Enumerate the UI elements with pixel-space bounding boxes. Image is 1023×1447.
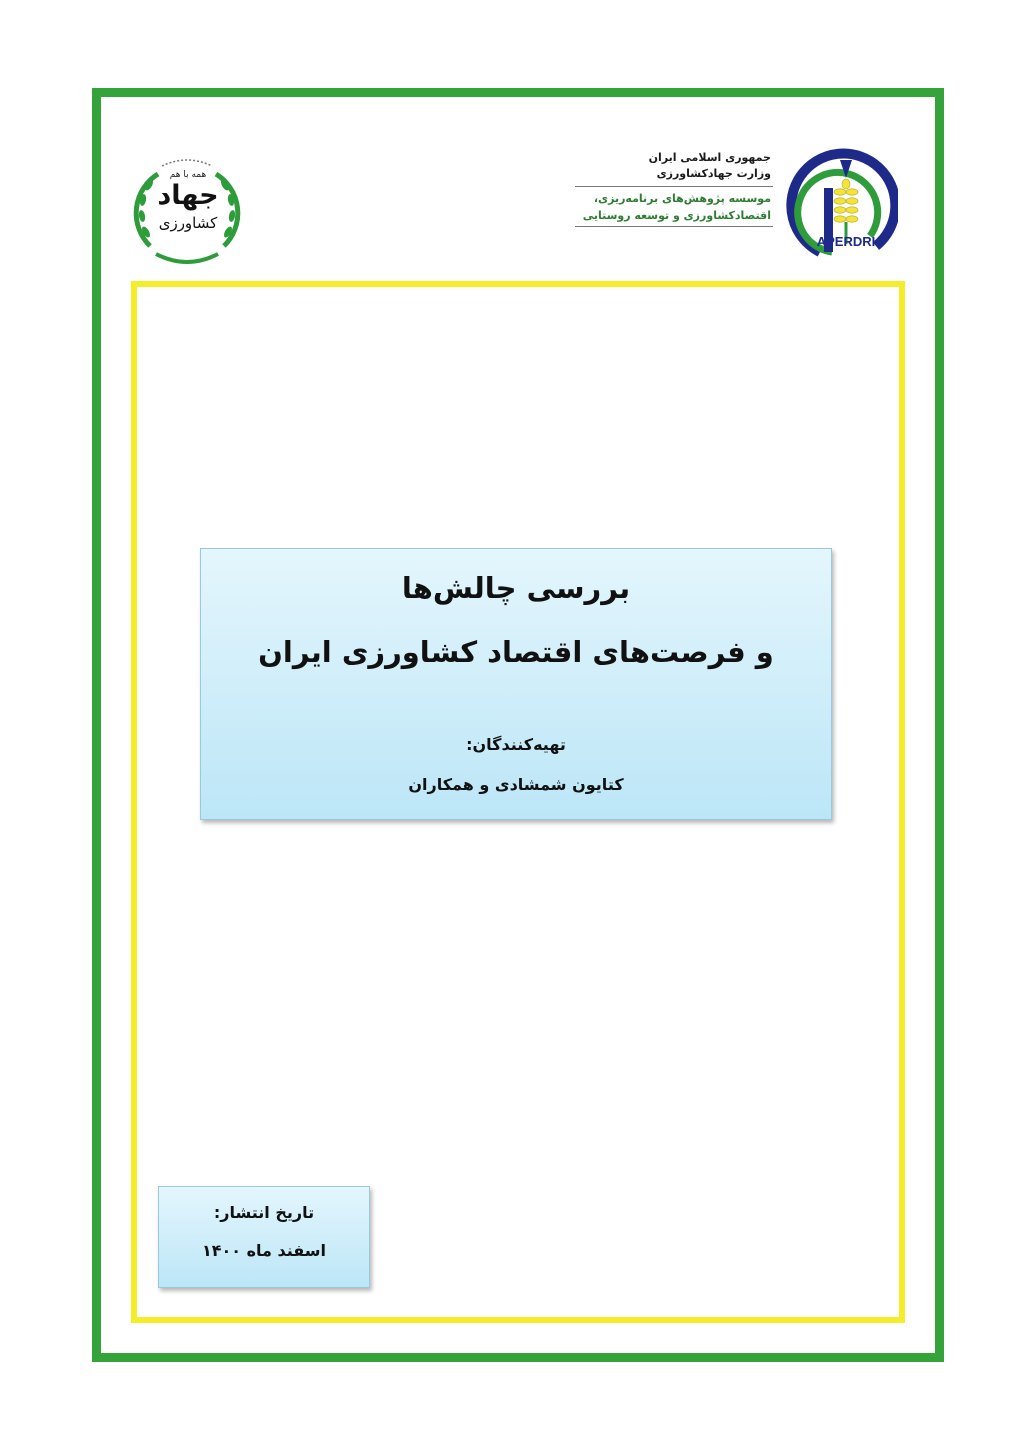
institute-text-block (575, 150, 773, 227)
aperdri-label: APERDRI (816, 234, 876, 249)
publication-date-value: اسفند ماه ۱۴۰۰ (201, 1241, 327, 1260)
institute-divider-bottom (575, 226, 773, 227)
authors-names: کتایون شمشادی و همکاران (408, 775, 624, 794)
institute-line-1: موسسه پژوهش‌های برنامه‌ریزی، (593, 192, 771, 205)
jahad-motto: همه با هم (169, 170, 207, 180)
document-title-line-1: بررسی چالش‌ها (401, 571, 631, 605)
jahad-wordmark: جهاد (157, 180, 219, 211)
institute-line-2: اقتصادکشاورزی و توسعه روستایی (582, 209, 771, 222)
publication-date-label: تاریخ انتشار: (213, 1203, 315, 1222)
institute-divider (575, 186, 773, 187)
title-box (200, 548, 832, 820)
document-title-line-2: و فرصت‌های اقتصاد کشاورزی ایران (258, 635, 774, 669)
publication-date-box (158, 1186, 370, 1288)
ministry-line-2: وزارت جهادکشاورزی (656, 167, 771, 180)
authors-label: تهیه‌کنندگان: (466, 735, 566, 754)
ministry-line-1: جمهوری اسلامی ایران (648, 151, 771, 164)
jahad-subtitle: کشاورزی (158, 214, 218, 232)
